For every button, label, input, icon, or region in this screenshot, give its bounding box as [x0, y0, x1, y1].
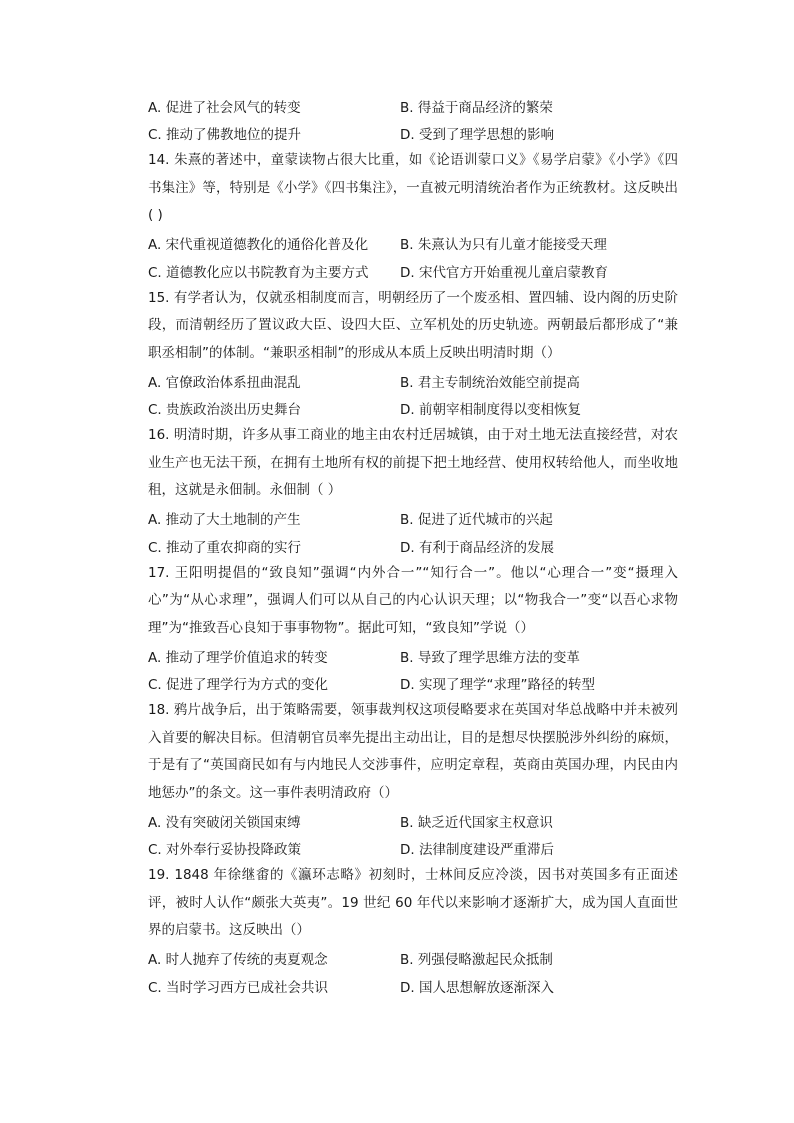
question-stem: 14. 朱熹的著述中，童蒙读物占很大比重，如《论语训蒙口义》《易学启蒙》《小学》《四书集注》等，特别是《小学》《四书集注》，一直被元明清统治者作为正统教材。这反映出( ) — [148, 152, 678, 223]
option-d: D. 有利于商品经济的发展 — [400, 539, 554, 556]
question-stem: 18. 鸦片战争后，出于策略需要，领事裁判权这项侵略要求在英国对华总战略中并未被列入首要的解决目标。但清朝官员率先提出主动出让，目的是想尽快摆脱涉外纠纷的麻烦，于是有了“英国商民如有与内地民人交涉事件，应明定章程，英商由英国办理，内民由内地惩办”的条文。这一事件表明清政府（） — [148, 702, 678, 801]
question-16 — [148, 422, 678, 560]
option-row — [148, 230, 678, 258]
question-14 — [148, 147, 678, 285]
option-row — [148, 972, 678, 1000]
option-c: C. 道德教化应以书院教育为主要方式 — [148, 264, 369, 281]
option-a: A. 官僚政治体系扭曲混乱 — [148, 374, 301, 391]
option-row — [148, 120, 678, 148]
question-15 — [148, 285, 678, 423]
question-stem: 15. 有学者认为，仅就丞相制度而言，明朝经历了一个废丞相、置四辅、设内阁的历史阶段，而清朝经历了置议政大臣、设四大臣、立军机处的历史轨迹。两朝最后都形成了“兼职丞相制”的体制。“兼职丞相制”的形成从本质上反映出明清时期（） — [148, 289, 678, 361]
option-row — [148, 945, 678, 973]
option-row — [148, 532, 678, 560]
option-d: D. 法律制度建设严重滞后 — [400, 842, 554, 859]
option-a: A. 没有突破闭关锁国束缚 — [148, 814, 301, 831]
option-c: C. 推动了重农抑商的实行 — [148, 539, 302, 556]
question-stem: 16. 明清时期，许多从事工商业的地主由农村迁居城镇，由于对土地无法直接经营，对农业生产也无法干预，在拥有土地所有权的前提下把土地经营、使用权转给他人，而坐收地租，这就是永佃制。永佃制（ ） — [148, 427, 678, 498]
option-row — [148, 92, 678, 120]
option-d: D. 国人思想解放逐渐深入 — [400, 979, 554, 996]
option-a: A. 促进了社会风气的转变 — [148, 99, 301, 116]
option-row — [148, 807, 678, 835]
option-d: D. 宋代官方开始重视儿童启蒙教育 — [400, 264, 608, 281]
option-a: A. 推动了大土地制的产生 — [148, 512, 301, 529]
question-17 — [148, 560, 678, 698]
option-row — [148, 670, 678, 698]
option-d: D. 受到了理学思想的影响 — [400, 127, 554, 144]
question-stem: 17. 王阳明提倡的“致良知”强调“内外合一”“知行合一”。他以“心理合一”变“摄理入心”为“从心求理”，强调人们可以从自己的内心认识天理；以“物我合一”变“以吾心求物理”为“推致吾心良知于事事物物”。据此可知，“致良知”学说（） — [148, 564, 678, 636]
question-13-options — [148, 92, 678, 147]
option-a: A. 时人抛弃了传统的夷夏观念 — [148, 952, 328, 969]
option-b: B. 促进了近代城市的兴起 — [400, 512, 553, 529]
question-stem: 19. 1848 年徐继畬的《瀛环志略》初刻时，士林间反应冷淡，因书对英国多有正面述评，被时人认作“颇张大英夷”。19 世纪 60 年代以来影响才逐渐扩大，成为国人直面世界的启蒙书。这反映出（） — [148, 867, 678, 938]
option-a: A. 宋代重视道德教化的通俗化普及化 — [148, 237, 369, 254]
option-b: B. 缺乏近代国家主权意识 — [400, 814, 553, 831]
option-b: B. 得益于商品经济的繁荣 — [400, 99, 553, 116]
option-row — [148, 257, 678, 285]
option-b: B. 君主专制统治效能空前提高 — [400, 374, 580, 391]
option-c: C. 贵族政治淡出历史舞台 — [148, 402, 302, 419]
option-d: D. 前朝宰相制度得以变相恢复 — [400, 402, 581, 419]
option-row — [148, 395, 678, 423]
option-row — [148, 367, 678, 395]
question-19 — [148, 862, 678, 1000]
question-18 — [148, 697, 678, 862]
option-b: B. 导致了理学思维方法的变革 — [400, 649, 580, 666]
option-b: B. 朱熹认为只有儿童才能接受天理 — [400, 237, 607, 254]
option-row — [148, 642, 678, 670]
option-d: D. 实现了理学“求理”路径的转型 — [400, 677, 595, 694]
option-c: C. 当时学习西方已成社会共识 — [148, 979, 329, 996]
option-row — [148, 835, 678, 863]
option-row — [148, 505, 678, 533]
option-b: B. 列强侵略激起民众抵制 — [400, 952, 553, 969]
option-c: C. 推动了佛教地位的提升 — [148, 127, 302, 144]
option-c: C. 促进了理学行为方式的变化 — [148, 677, 329, 694]
option-c: C. 对外奉行妥协投降政策 — [148, 842, 302, 859]
option-a: A. 推动了理学价值追求的转变 — [148, 649, 328, 666]
exam-page — [148, 92, 678, 1000]
